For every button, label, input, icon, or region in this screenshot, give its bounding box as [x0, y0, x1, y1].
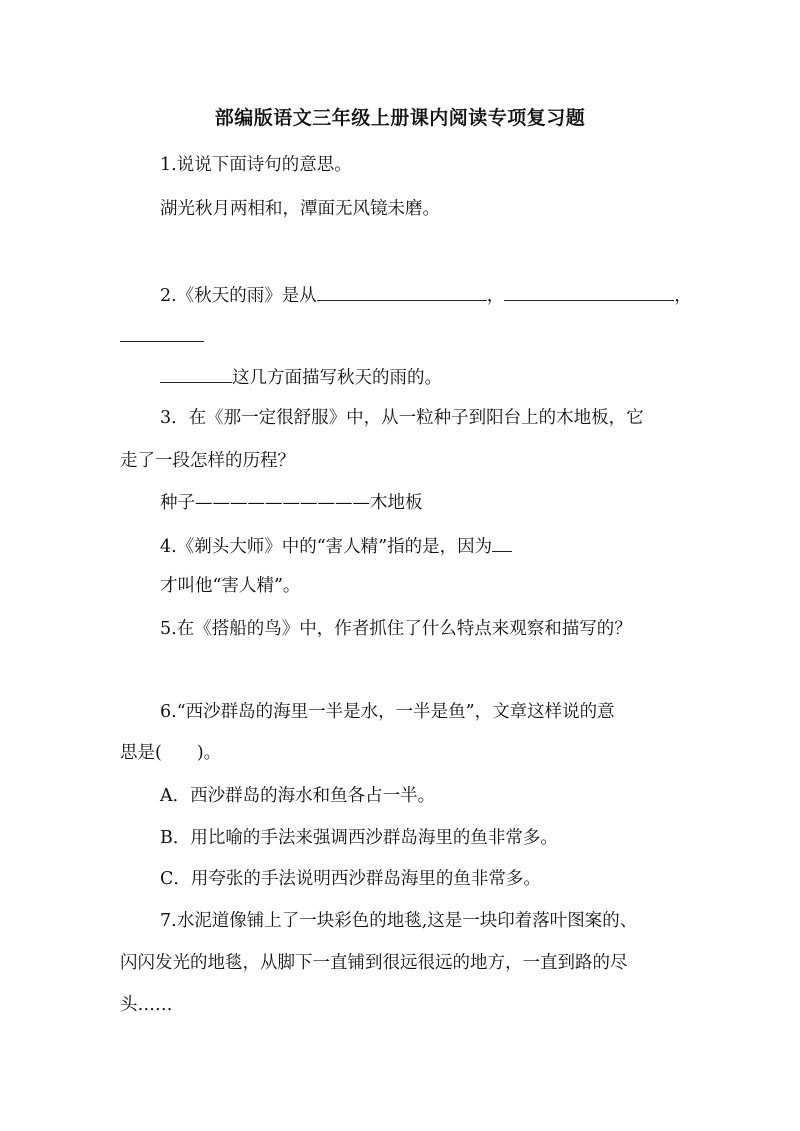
question-2-comma-1: ，: [486, 286, 505, 306]
path-end: 木地板: [370, 493, 423, 513]
question-6-option-a: A．西沙群岛的海水和鱼各占一半。: [160, 786, 436, 806]
question-2-suffix: 这几方面描写秋天的雨的。: [232, 368, 442, 388]
path-dashes: ——————————: [195, 493, 370, 513]
question-1-prompt: 1.说说下面诗句的意思。: [160, 155, 352, 175]
question-5-prompt: 5.在《搭船的鸟》中，作者抓住了什么特点来观察和描写的？: [160, 619, 632, 639]
question-6-option-b: B．用比喻的手法来强调西沙群岛海里的鱼非常多。: [160, 828, 558, 848]
question-3-line-2: 走了一段怎样的历程？: [120, 451, 295, 471]
answer-blank-2[interactable]: [504, 282, 674, 301]
answer-blank-1[interactable]: [317, 282, 487, 301]
path-start: 种子: [160, 493, 195, 513]
question-4-prefix: 4.《剃头大师》中的“害人精”指的是，因为: [160, 537, 493, 557]
question-2-line: [160, 282, 692, 308]
question-3-path: [160, 491, 423, 515]
question-7-line-1: 7.水泥道像铺上了一块彩色的地毯,这是一块印着落叶图案的、: [160, 911, 638, 931]
question-3-line-1: 3．在《那一定很舒服》中，从一粒种子到阳台上的木地板，它: [160, 408, 644, 428]
question-6-line-2: 思是( )。: [120, 743, 222, 763]
question-7-line-3: 头……: [120, 995, 173, 1015]
question-4-line-2: 才叫他“害人精”。: [160, 576, 301, 596]
question-2-prefix: 2.《秋天的雨》是从: [160, 286, 317, 306]
question-2-comma-2: ，: [674, 286, 692, 306]
question-4-line-1: [160, 533, 512, 559]
question-6-line-1: 6.“西沙群岛的海里一半是水，一半是鱼”，文章这样说的意: [160, 702, 615, 722]
answer-blank-4[interactable]: [160, 364, 232, 383]
question-2-overflow-line: [120, 323, 204, 349]
answer-blank-5[interactable]: [492, 533, 512, 552]
question-2-suffix-line: [160, 364, 442, 390]
answer-blank-3[interactable]: [120, 323, 204, 342]
question-1-poem: 湖光秋月两相和，潭面无风镜未磨。: [160, 199, 440, 219]
question-6-option-c: C．用夸张的手法说明西沙群岛海里的鱼非常多。: [160, 869, 541, 889]
document-title: 部编版语文三年级上册课内阅读专项复习题: [214, 107, 586, 129]
question-7-line-2: 闪闪发光的地毯，从脚下一直铺到很远很远的地方，一直到路的尽: [120, 953, 628, 973]
